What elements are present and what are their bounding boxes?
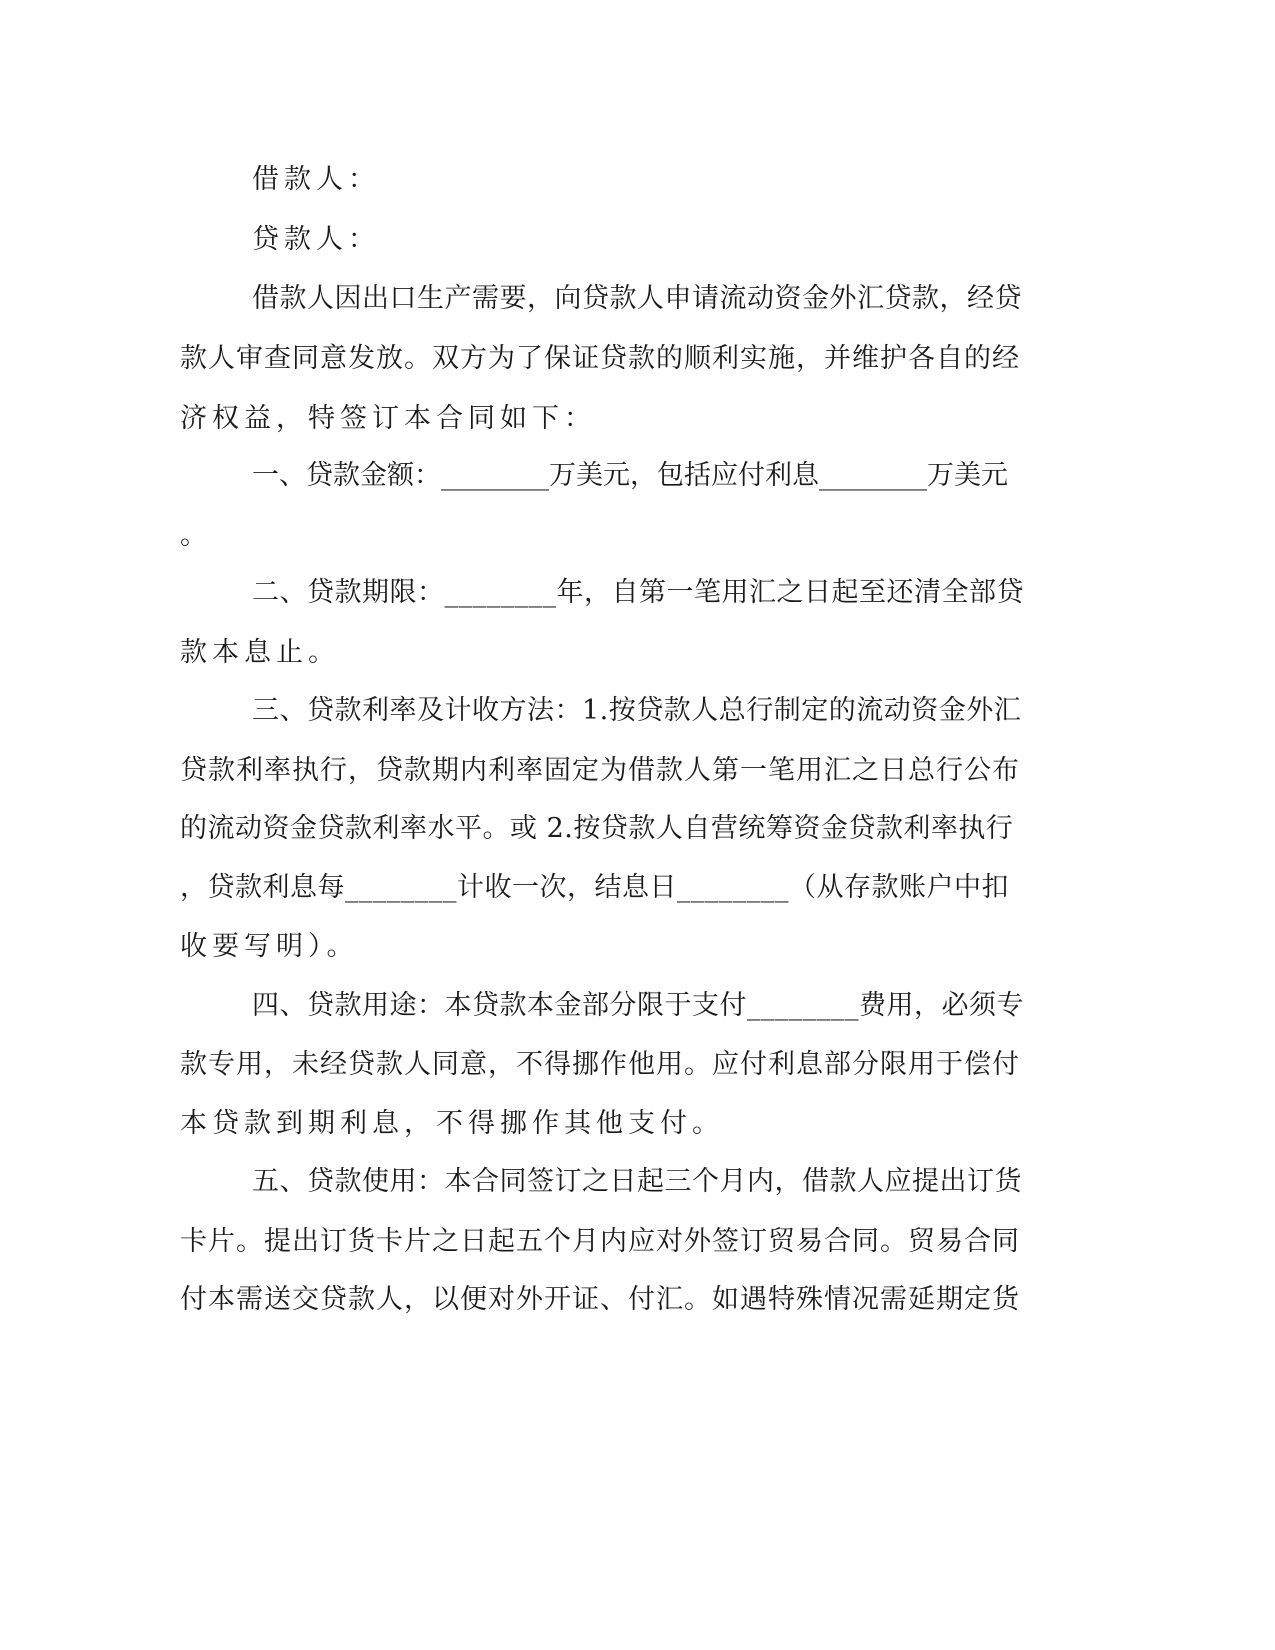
clause-5-line-1: 五、贷款使用：本合同签订之日起三个月内，借款人应提出订货 xyxy=(252,1166,1022,1197)
clause-2-line-2: 款本息止。 xyxy=(180,637,340,668)
clause-3-line-3: 的流动资金贷款利率水平。或 2.按贷款人自营统筹资金贷款利率执行 xyxy=(180,813,1014,844)
preamble-line-2: 款人审查同意发放。双方为了保证贷款的顺利实施，并维护各自的经 xyxy=(180,343,1020,374)
clause-5-line-3: 付本需送交贷款人，以便对外开证、付汇。如遇特殊情况需延期定货 xyxy=(180,1284,1020,1315)
clause-3-line-2: 贷款利率执行，贷款期内利率固定为借款人第一笔用汇之日总行公布 xyxy=(180,755,1020,786)
clause-4-line-2: 款专用，未经贷款人同意，不得挪作他用。应付利息部分限用于偿付 xyxy=(180,1049,1020,1080)
clause-5-line-2: 卡片。提出订货卡片之日起五个月内应对外签订贸易合同。贸易合同 xyxy=(180,1226,1020,1257)
clause-4-line-1: 四、贷款用途：本贷款本金部分限于支付________费用，必须专 xyxy=(252,990,1024,1021)
preamble-line-1: 借款人因出口生产需要，向贷款人申请流动资金外汇贷款，经贷 xyxy=(252,283,1022,314)
borrower-label: 借款人： xyxy=(252,164,380,195)
clause-1-line-1: 一、贷款金额：________万美元，包括应付利息________万美元 xyxy=(252,460,1008,491)
clause-2-line-1: 二、贷款期限：________年，自第一笔用汇之日起至还清全部贷 xyxy=(252,577,1024,608)
clause-3-line-5: 收要写明）。 xyxy=(180,931,359,962)
clause-1-line-2: 。 xyxy=(180,520,212,551)
clause-4-line-3: 本贷款到期利息，不得挪作其他支付。 xyxy=(180,1108,724,1139)
clause-3-line-1: 三、贷款利率及计收方法：1.按贷款人总行制定的流动资金外汇 xyxy=(252,695,1022,726)
clause-3-line-4: ，贷款利息每________计收一次，结息日________（从存款账户中扣 xyxy=(180,872,1009,903)
lender-label: 贷款人： xyxy=(252,224,380,255)
preamble-line-3: 济权益，特签订本合同如下： xyxy=(180,403,596,434)
